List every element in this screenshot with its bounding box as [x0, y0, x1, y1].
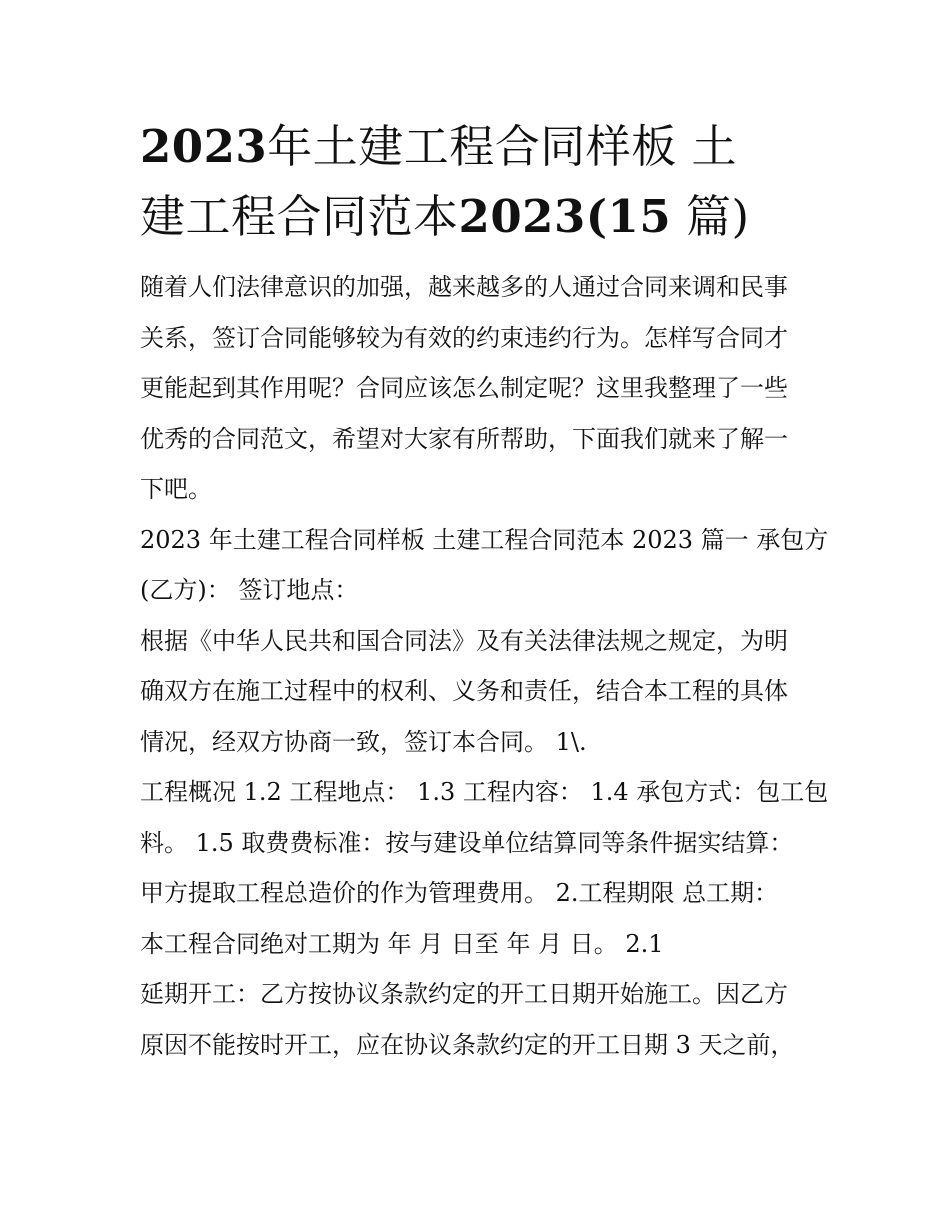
text-line: 情况，经双方协商一致，签订本合同。 1\.	[140, 727, 587, 756]
text-line: 更能起到其作用呢？合同应该怎么制定呢？这里我整理了一些	[140, 374, 788, 402]
text-line: (乙方)： 签订地点：	[140, 576, 359, 604]
text-line: 下吧。	[140, 475, 212, 503]
title-text-1: 年土建工程合同样板 土	[267, 120, 738, 173]
paragraph-project-overview	[140, 767, 829, 969]
paragraph-section-heading	[140, 515, 829, 616]
text-line: 根据《中华人民共和国合同法》及有关法律法规之规定，为明	[140, 626, 788, 655]
paragraph-delay	[140, 969, 820, 1070]
text-line: 甲方提取工程总造价的作为管理费用。 2.工程期限 总工期：	[140, 879, 779, 907]
text-line: 料。 1.5 取费费标准：按与建设单位结算同等条件据实结算：	[140, 828, 794, 857]
document-page	[140, 112, 829, 1070]
text-line: 优秀的合同范文，希望对大家有所帮助，下面我们就来了解一	[140, 424, 788, 453]
title-line-2	[140, 182, 820, 252]
text-line: 原因不能按时开工，应在协议条款约定的开工日期 3 天之前，	[140, 1030, 795, 1059]
text-line: 随着人们法律意识的加强，越来越多的人通过合同来调和民事	[140, 273, 788, 301]
text-line: 工程概况 1.2 工程地点： 1.3 工程内容： 1.4 承包方式：包工包	[140, 778, 829, 806]
title-line-1	[140, 112, 820, 182]
title-tail: 篇)	[686, 190, 750, 243]
text-line: 本工程合同绝对工期为 年 月 日至 年 月 日。 2.1	[140, 929, 664, 958]
paragraph-basis	[140, 616, 820, 768]
text-line: 2023 年土建工程合同样板 土建工程合同范本 2023 篇一 承包方	[140, 525, 829, 554]
paragraph-intro	[140, 262, 820, 515]
title-count: 2023(15	[458, 190, 672, 243]
title-year: 2023	[140, 120, 268, 173]
text-line: 延期开工：乙方按协议条款约定的开工日期开始施工。因乙方	[140, 980, 788, 1008]
document-title	[140, 112, 820, 252]
title-text-2: 建工程合同范本	[140, 190, 459, 243]
text-line: 确双方在施工过程中的权利、义务和责任，结合本工程的具体	[140, 677, 788, 705]
text-line: 关系，签订合同能够较为有效的约束违约行为。怎样写合同才	[140, 323, 788, 352]
